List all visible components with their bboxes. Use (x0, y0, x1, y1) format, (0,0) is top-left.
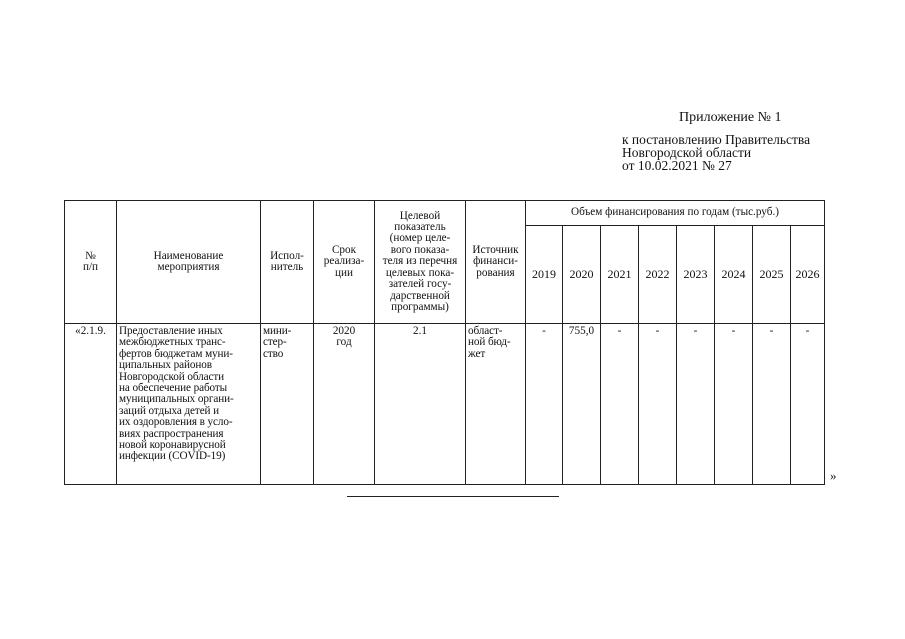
row-number: «2.1.9. (65, 324, 117, 485)
header-row-top (65, 201, 825, 226)
row-period: 2020 год (314, 324, 375, 485)
appendix-line-decree: к постановлению Правительства (622, 132, 811, 147)
appendix-line-region: Новгородской области (622, 145, 752, 160)
header-name: Наименование мероприятия (117, 201, 261, 324)
header-year: 2024 (715, 226, 753, 324)
row-source: област- ной бюд- жет (466, 324, 526, 485)
appendix-line-date: от 10.02.2021 № 27 (622, 158, 732, 173)
appendix-header (622, 111, 892, 172)
row-value: - (639, 324, 677, 485)
row-value: - (791, 324, 825, 485)
header-funding-group: Объем финансирования по годам (тыс.руб.) (526, 201, 825, 226)
row-value: - (753, 324, 791, 485)
row-name: Предоставление иных межбюджетных транс- фертов бюджетам муни- ципальных районов Новгородской области на обеспечение работы муниципальных органи- заций отдыха детей и их оздоровления в усло- виях распространения новой коронавирусной инфекции (COVID-19) (117, 324, 261, 485)
end-divider (347, 496, 559, 497)
header-number: № п/п (65, 201, 117, 324)
header-period: Срок реализа- ции (314, 201, 375, 324)
appendix-title: Приложение № 1 (679, 110, 782, 125)
header-year: 2020 (563, 226, 601, 324)
header-source: Источник финанси- рования (466, 201, 526, 324)
header-year: 2023 (677, 226, 715, 324)
header-year: 2025 (753, 226, 791, 324)
table-row (65, 324, 825, 485)
funding-table (64, 200, 825, 485)
row-value: 755,0 (563, 324, 601, 485)
row-indicator: 2.1 (375, 324, 466, 485)
row-value: - (715, 324, 753, 485)
row-value: - (601, 324, 639, 485)
header-year: 2019 (526, 226, 563, 324)
header-indicator: Целевой показатель (номер целе- вого показа- теля из перечня целевых пока- зателей госу- дарственной программы) (375, 201, 466, 324)
header-year: 2026 (791, 226, 825, 324)
header-year: 2022 (639, 226, 677, 324)
header-year: 2021 (601, 226, 639, 324)
row-value: - (677, 324, 715, 485)
row-value: - (526, 324, 563, 485)
closing-quote: » (830, 468, 837, 483)
header-executor: Испол- нитель (261, 201, 314, 324)
row-executor: мини- стер- ство (261, 324, 314, 485)
